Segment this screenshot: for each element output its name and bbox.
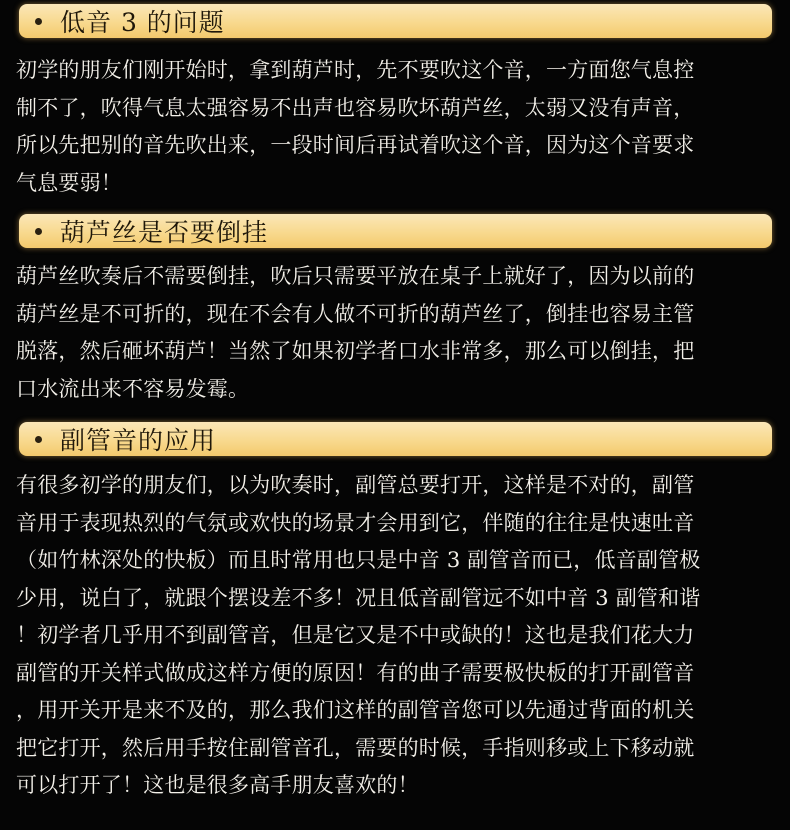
section-title: 副管音的应用 <box>60 426 217 455</box>
paragraph-line: 葫芦丝是不可折的，现在不会有人做不可折的葫芦丝了，倒挂也容易主管 <box>16 301 695 326</box>
section-header-low-3 <box>19 4 772 38</box>
paragraph-line: 少用，说白了，就跟个摆设差不多！况且低音副管远不如中音 3 副管和谐 <box>16 585 701 610</box>
paragraph-line: 副管的开关样式做成这样方便的原因！有的曲子需要极快板的打开副管音 <box>16 660 695 685</box>
section-header-secondary-pipe <box>19 422 772 456</box>
paragraph-line: 气息要弱！ <box>16 170 122 195</box>
paragraph-line: 所以先把别的音先吹出来，一段时间后再试着吹这个音，因为这个音要求 <box>16 133 695 157</box>
paragraph-line: ！初学者几乎用不到副管音，但是它又是不中或缺的！这也是我们花大力 <box>16 623 695 647</box>
section-header-hang-upside-down <box>19 214 772 248</box>
paragraph-line: 音用于表现热烈的气氛或欢快的场景才会用到它，伴随的往往是快速吐音 <box>16 510 695 535</box>
paragraph-line: 葫芦丝吹奏后不需要倒挂，吹后只需要平放在桌子上就好了，因为以前的 <box>16 264 695 288</box>
section-title: 葫芦丝是否要倒挂 <box>60 218 269 247</box>
bullet-icon <box>35 18 42 25</box>
paragraph-line: （如竹林深处的快板）而且时常用也只是中音 3 副管音而已，低音副管极 <box>16 548 701 572</box>
paragraph-line: 初学的朋友们刚开始时，拿到葫芦时，先不要吹这个音，一方面您气息控 <box>16 58 695 82</box>
paragraph-line: 把它打开，然后用手按住副管音孔，需要的时候，手指则移或上下移动就 <box>16 735 695 760</box>
paragraph-line: 有很多初学的朋友们，以为吹奏时，副管总要打开，这样是不对的，副管 <box>16 473 695 497</box>
section-body <box>16 258 778 408</box>
section-title: 低音 3 的问题 <box>60 8 225 37</box>
paragraph-line: 口水流出来不容易发霉。 <box>16 376 250 401</box>
paragraph-line: ，用开关开是来不及的，那么我们这样的副管音您可以先通过背面的机关 <box>16 698 695 722</box>
bullet-icon <box>35 228 42 235</box>
bullet-icon <box>35 436 42 443</box>
section-body <box>16 467 778 805</box>
paragraph-line: 脱落，然后砸坏葫芦！当然了如果初学者口水非常多，那么可以倒挂，把 <box>16 339 695 363</box>
paragraph-line: 制不了，吹得气息太强容易不出声也容易吹坏葫芦丝，太弱又没有声音， <box>16 95 695 120</box>
section-body <box>16 52 778 202</box>
paragraph-line: 可以打开了！这也是很多高手朋友喜欢的！ <box>16 773 419 797</box>
